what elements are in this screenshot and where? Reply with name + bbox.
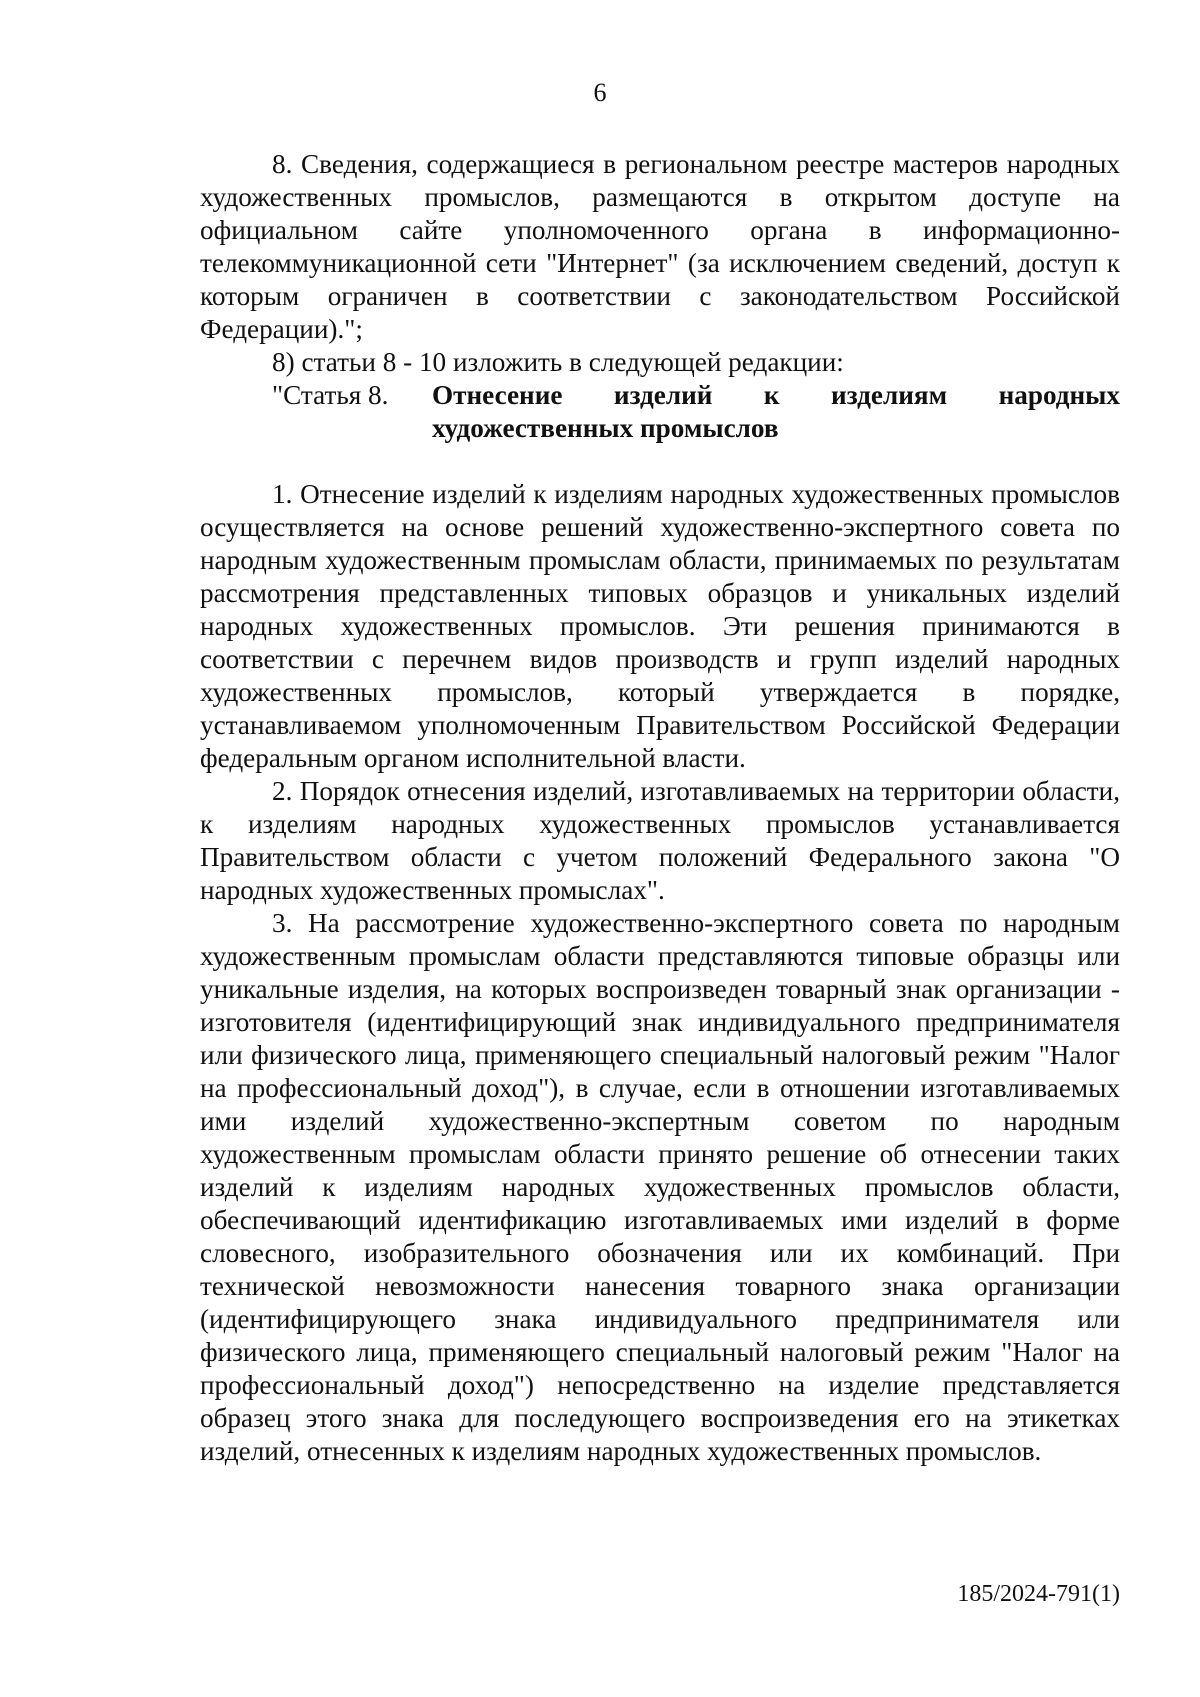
article-paragraph-2: 2. Порядок отнесения изделий, изготавливаемых на территории области, к изделиям народных художественных промыслов устанавливается Правительством области с учетом положений Федерального закона "О народных художественных промыслах". [200,776,1120,905]
article-heading [200,379,1120,445]
document-body [200,148,1120,1468]
paragraph-amendment-8: 8) статьи 8 - 10 изложить в следующей редакции: [272,347,844,377]
article-paragraph-1: 1. Отнесение изделий к изделиям народных художественных промыслов осуществляется на основе решений художественно-экспертного совета по народным художественным промыслам области, принимаемых по результатам рассмотрения представленных типовых образцов и уникальных изделий народных художественных промыслов. Эти решения принимаются в соответствии с перечнем видов производств и групп изделий народных художественных промыслов, который утверждается в порядке, устанавливаемом уполномоченным Правительством Российской Федерации федеральным органом исполнительной власти. [200,479,1120,773]
document-code: 185/2024-791(1) [957,1581,1120,1607]
page-number: 6 [593,78,607,107]
article-paragraph-3: 3. На рассмотрение художественно-экспертного совета по народным художественным промыслам области представляются типовые образцы или уникальные изделия, на которых воспроизведен товарный знак организации - изготовителя (идентифицирующий знак индивидуального предпринимателя или физического лица, применяющего специальный налоговый режим "Налог на профессиональный доход"), в случае, если в отношении изготавливаемых ими изделий художественно-экспертным советом по народным художественным промыслам области принято решение об отнесении таких изделий к изделиям народных художественных промыслов области, обеспечивающий идентификацию изготавливаемых ими изделий в форме словесного, изобразительного обозначения или их комбинаций. При технической невозможности нанесения товарного знака организации (идентифицирующего знака индивидуального предпринимателя или физического лица, применяющего специальный налоговый режим "Налог на профессиональный доход") непосредственно на изделие представляется образец этого знака для последующего воспроизведения его на этикетках изделий, отнесенных к изделиям народных художественных промыслов. [200,908,1120,1466]
article-title: Отнесение изделий к изделиям народных художественных промыслов [432,380,1120,443]
paragraph-item-8: 8. Сведения, содержащиеся в региональном реестре мастеров народных художественных промыслов, размещаются в открытом доступе на официальном сайте уполномоченного органа в информационно-телекоммуникационной сети "Интернет" (за исключением сведений, доступ к которым ограничен в соответствии с законодательством Российской Федерации)."; [200,149,1120,344]
spacer [200,445,1120,478]
article-label: "Статья 8. [272,380,389,410]
